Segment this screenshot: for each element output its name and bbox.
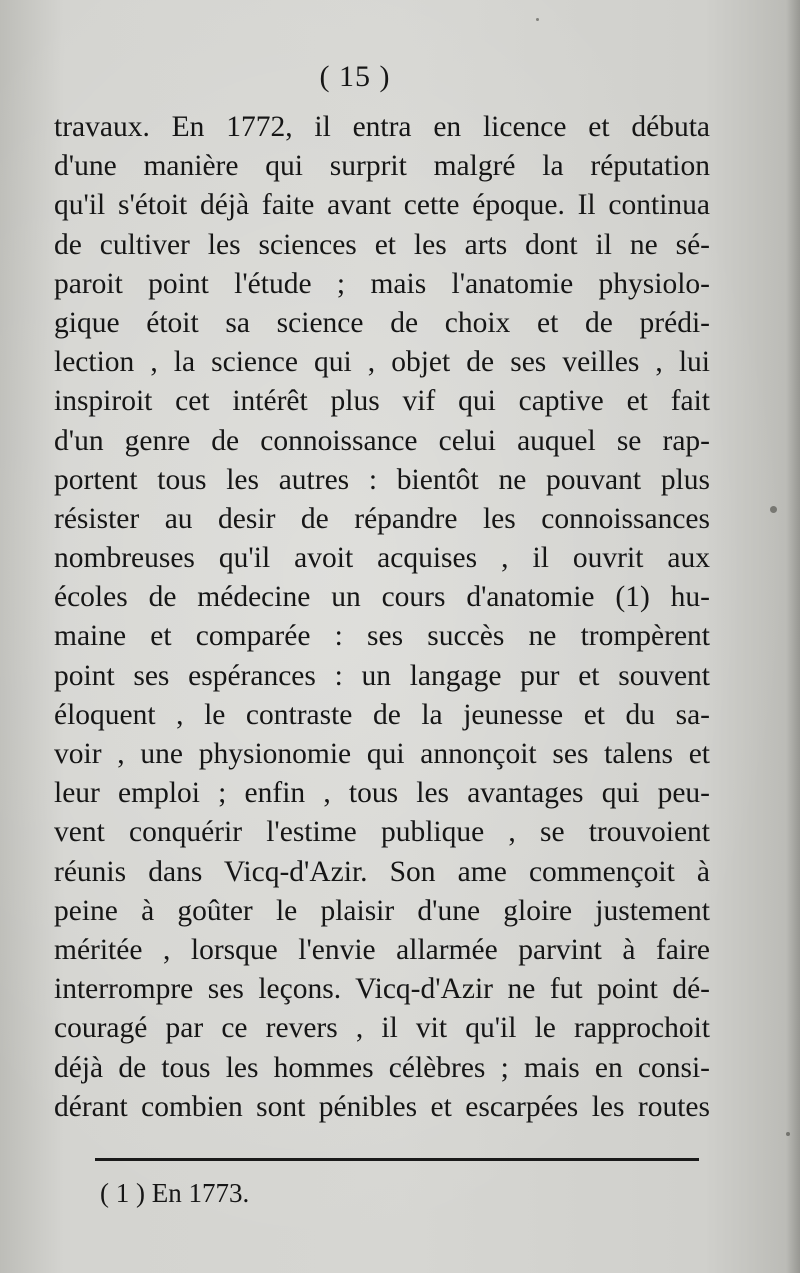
footnote-rule <box>95 1158 699 1161</box>
text-line: point ses espérances : un langage pur et souvent <box>54 659 710 692</box>
text-line: d'un genre de connoissance celui auquel se rap- <box>54 424 710 457</box>
body-text <box>54 108 710 1127</box>
text-line: maine et comparée : ses succès ne trompèrent <box>54 620 710 653</box>
text-line: méritée , lorsque l'envie allarmée parvint à faire <box>54 933 710 966</box>
text-line: éloquent , le contraste de la jeunesse et du sa- <box>54 698 710 731</box>
text-line: voir , une physionomie qui annonçoit ses talens et <box>54 738 710 770</box>
page-number: ( 15 ) <box>319 60 391 93</box>
text-line: résister au desir de répandre les connoissances <box>54 502 710 535</box>
text-line: dérant combien sont pénibles et escarpées les routes <box>54 1090 710 1123</box>
text-line: inspiroit cet intérêt plus vif qui captive et fait <box>54 385 710 418</box>
ink-speck <box>770 506 777 513</box>
text-line: couragé par ce revers , il vit qu'il le rapprochoit <box>54 1012 710 1045</box>
text-line: qu'il s'étoit déjà faite avant cette époque. Il continua <box>54 189 710 222</box>
text-line: nombreuses qu'il avoit acquises , il ouvrit aux <box>54 542 710 575</box>
text-line: paroit point l'étude ; mais l'anatomie physiolo- <box>54 267 710 300</box>
text-line: leur emploi ; enfin , tous les avantages qui peu- <box>54 777 710 810</box>
page-edge-shadow <box>786 0 800 1273</box>
text-line: peine à goûter le plaisir d'une gloire justement <box>54 894 710 927</box>
text-line: déjà de tous les hommes célèbres ; mais en consi- <box>54 1051 710 1084</box>
text-line: travaux. En 1772, il entra en licence et débuta <box>54 111 710 143</box>
text-line: écoles de médecine un cours d'anatomie (1) hu- <box>54 581 710 614</box>
text-line: gique étoit sa science de choix et de prédi- <box>54 306 710 339</box>
text-line: vent conquérir l'estime publique , se trouvoient <box>54 816 710 849</box>
footnote: ( 1 ) En 1773. <box>100 1178 250 1208</box>
text-line: d'une manière qui surprit malgré la réputation <box>54 150 710 183</box>
text-line: de cultiver les sciences et les arts dont il ne sé- <box>54 228 710 261</box>
text-line: lection , la science qui , objet de ses veilles , lui <box>54 346 710 379</box>
ink-speck <box>786 1132 790 1136</box>
text-line: portent tous les autres : bientôt ne pouvant plus <box>54 463 710 496</box>
text-line: interrompre ses leçons. Vicq-d'Azir ne fut point dé- <box>54 973 710 1006</box>
text-line: réunis dans Vicq-d'Azir. Son ame commençoit à <box>54 855 710 888</box>
ink-speck <box>536 18 539 21</box>
